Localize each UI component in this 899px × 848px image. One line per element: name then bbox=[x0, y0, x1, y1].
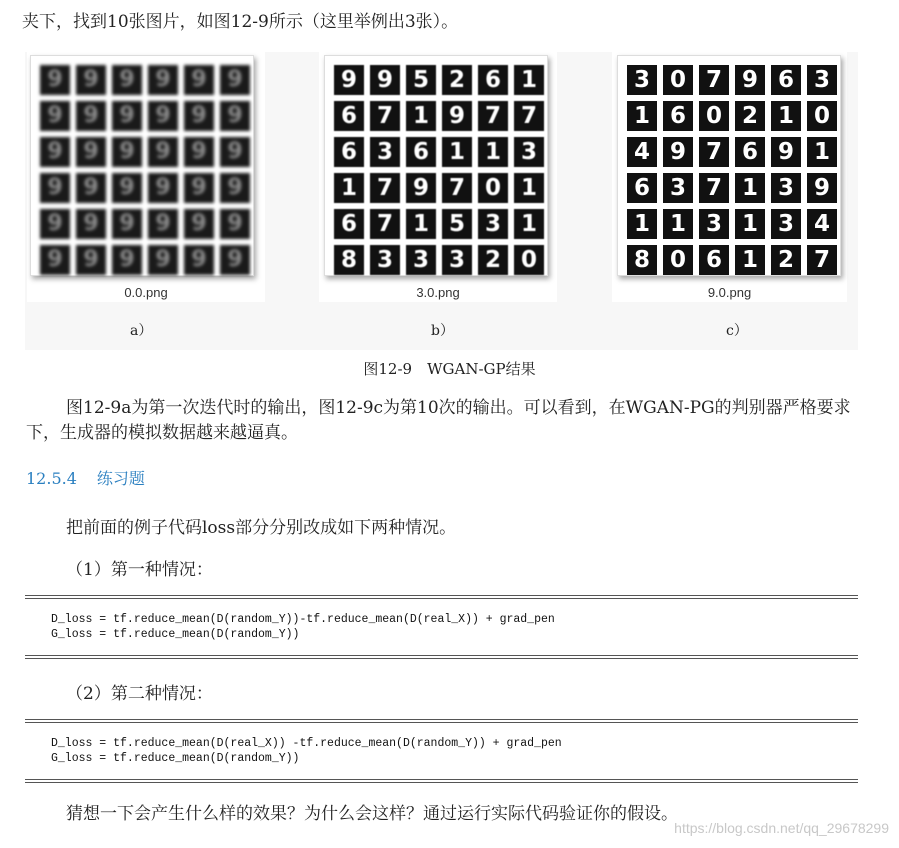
digit-tile: 0 bbox=[807, 101, 837, 131]
digit-tile: 3 bbox=[771, 209, 801, 239]
digit-tile: 0 bbox=[663, 65, 693, 95]
digit-tile: 9 bbox=[112, 137, 142, 167]
figure-caption: 图12-9 WGAN-GP结果 bbox=[363, 360, 536, 378]
figure-panel-c bbox=[612, 52, 847, 302]
digit-tile: 6 bbox=[406, 137, 436, 167]
digit-tile: 1 bbox=[627, 209, 657, 239]
digit-tile: 6 bbox=[478, 65, 508, 95]
figure-panel-a bbox=[27, 52, 265, 302]
digit-tile: 9 bbox=[76, 209, 106, 239]
digit-tile: 9 bbox=[76, 65, 106, 95]
generated-image-grid-a bbox=[30, 55, 254, 276]
digit-tile: 7 bbox=[478, 101, 508, 131]
digit-tile: 7 bbox=[699, 65, 729, 95]
exercise-intro: 把前面的例子代码loss部分分别改成如下两种情况。 bbox=[66, 518, 457, 538]
digit-tile: 2 bbox=[771, 245, 801, 275]
section-heading bbox=[26, 466, 145, 489]
digit-tile: 9 bbox=[184, 137, 214, 167]
digit-tile: 2 bbox=[735, 101, 765, 131]
digit-tile: 9 bbox=[112, 101, 142, 131]
digit-tile: 9 bbox=[112, 245, 142, 275]
digit-tile: 9 bbox=[148, 101, 178, 131]
digit-tile: 3 bbox=[771, 173, 801, 203]
digit-tile: 9 bbox=[334, 65, 364, 95]
digit-tile: 0 bbox=[514, 245, 544, 275]
digit-tile: 1 bbox=[771, 101, 801, 131]
digit-tile: 6 bbox=[334, 137, 364, 167]
watermark: https://blog.csdn.net/qq_29678299 bbox=[674, 820, 889, 836]
section-number: 12.5.4 bbox=[26, 469, 77, 488]
digit-tile: 1 bbox=[478, 137, 508, 167]
digit-tile: 9 bbox=[112, 209, 142, 239]
digit-tile: 9 bbox=[40, 101, 70, 131]
digit-tile: 0 bbox=[699, 101, 729, 131]
code-block-case1 bbox=[25, 595, 858, 659]
digit-tile: 3 bbox=[699, 209, 729, 239]
digit-tile: 9 bbox=[771, 137, 801, 167]
digit-tile: 3 bbox=[442, 245, 472, 275]
digit-tile: 9 bbox=[220, 173, 250, 203]
digit-tile: 9 bbox=[370, 65, 400, 95]
digit-tile: 9 bbox=[220, 101, 250, 131]
intro-text: 夹下，找到10张图片，如图12-9所示（这里举例出3张）。 bbox=[22, 12, 459, 32]
subfigure-label-a: a） bbox=[130, 323, 153, 339]
digit-tile: 9 bbox=[40, 245, 70, 275]
code-text: D_loss = tf.reduce_mean(D(random_Y))-tf.reduce_mean(D(real_X)) + grad_pen G_loss = tf.reduce_mean(D(random_Y)) bbox=[51, 613, 555, 641]
digit-tile: 8 bbox=[627, 245, 657, 275]
digit-tile: 0 bbox=[478, 173, 508, 203]
digit-tile: 9 bbox=[184, 245, 214, 275]
digit-tile: 9 bbox=[220, 245, 250, 275]
digit-tile: 3 bbox=[807, 65, 837, 95]
digit-tile: 9 bbox=[184, 173, 214, 203]
digit-tile: 9 bbox=[148, 209, 178, 239]
digit-tile: 9 bbox=[442, 101, 472, 131]
digit-tile: 9 bbox=[663, 137, 693, 167]
digit-tile: 3 bbox=[627, 65, 657, 95]
digit-tile: 1 bbox=[807, 137, 837, 167]
digit-grid bbox=[627, 65, 837, 275]
digit-tile: 9 bbox=[40, 209, 70, 239]
figure-panel-b bbox=[319, 52, 557, 302]
subfigure-label-c: c） bbox=[726, 323, 748, 339]
digit-tile: 1 bbox=[735, 173, 765, 203]
digit-tile: 7 bbox=[699, 137, 729, 167]
digit-tile: 9 bbox=[112, 65, 142, 95]
case2-label: （2）第二种情况： bbox=[66, 684, 213, 704]
digit-tile: 9 bbox=[406, 173, 436, 203]
digit-tile: 9 bbox=[76, 245, 106, 275]
digit-tile: 7 bbox=[442, 173, 472, 203]
code-block-case2 bbox=[25, 719, 858, 783]
digit-tile: 1 bbox=[442, 137, 472, 167]
digit-tile: 2 bbox=[478, 245, 508, 275]
digit-tile: 7 bbox=[370, 209, 400, 239]
filename-label: 0.0.png bbox=[124, 285, 168, 300]
digit-tile: 1 bbox=[406, 101, 436, 131]
body-paragraph: 图12-9a为第一次迭代时的输出，图12-9c为第10次的输出。可以看到，在WGAN-PG的判别器严格要求下，生成器的模拟数据越来越逼真。 bbox=[26, 398, 851, 443]
digit-tile: 6 bbox=[334, 209, 364, 239]
case1-label: （1）第一种情况： bbox=[66, 560, 213, 580]
digit-tile: 7 bbox=[370, 101, 400, 131]
digit-grid bbox=[334, 65, 544, 275]
digit-tile: 9 bbox=[148, 137, 178, 167]
digit-tile: 9 bbox=[807, 173, 837, 203]
digit-tile: 9 bbox=[112, 173, 142, 203]
digit-tile: 9 bbox=[148, 245, 178, 275]
generated-image-grid-c bbox=[617, 55, 841, 276]
digit-tile: 1 bbox=[627, 101, 657, 131]
digit-tile: 7 bbox=[807, 245, 837, 275]
digit-tile: 9 bbox=[184, 209, 214, 239]
digit-tile: 9 bbox=[40, 173, 70, 203]
digit-grid bbox=[40, 65, 250, 275]
subfigure-label-b: b） bbox=[431, 323, 454, 339]
digit-tile: 7 bbox=[514, 101, 544, 131]
digit-tile: 6 bbox=[334, 101, 364, 131]
digit-tile: 9 bbox=[220, 137, 250, 167]
digit-tile: 6 bbox=[699, 245, 729, 275]
digit-tile: 9 bbox=[40, 137, 70, 167]
digit-tile: 6 bbox=[735, 137, 765, 167]
digit-tile: 5 bbox=[442, 209, 472, 239]
generated-image-grid-b bbox=[324, 55, 548, 276]
digit-tile: 9 bbox=[76, 173, 106, 203]
closing-question: 猜想一下会产生什么样的效果？为什么会这样？通过运行实际代码验证你的假设。 bbox=[66, 804, 678, 824]
digit-tile: 9 bbox=[220, 65, 250, 95]
digit-tile: 3 bbox=[406, 245, 436, 275]
digit-tile: 1 bbox=[735, 245, 765, 275]
section-title: 练习题 bbox=[96, 469, 145, 488]
figure-12-9 bbox=[25, 52, 858, 350]
digit-tile: 3 bbox=[370, 137, 400, 167]
digit-tile: 4 bbox=[627, 137, 657, 167]
digit-tile: 1 bbox=[514, 65, 544, 95]
code-text: D_loss = tf.reduce_mean(D(real_X)) -tf.reduce_mean(D(random_Y)) + grad_pen G_loss = tf.reduce_mean(D(random_Y)) bbox=[51, 737, 562, 765]
digit-tile: 7 bbox=[699, 173, 729, 203]
digit-tile: 0 bbox=[663, 245, 693, 275]
digit-tile: 1 bbox=[514, 173, 544, 203]
digit-tile: 6 bbox=[627, 173, 657, 203]
digit-tile: 9 bbox=[735, 65, 765, 95]
digit-tile: 9 bbox=[184, 101, 214, 131]
digit-tile: 3 bbox=[370, 245, 400, 275]
digit-tile: 4 bbox=[807, 209, 837, 239]
digit-tile: 3 bbox=[478, 209, 508, 239]
digit-tile: 1 bbox=[735, 209, 765, 239]
digit-tile: 8 bbox=[334, 245, 364, 275]
digit-tile: 9 bbox=[40, 65, 70, 95]
digit-tile: 3 bbox=[663, 173, 693, 203]
digit-tile: 9 bbox=[148, 65, 178, 95]
digit-tile: 9 bbox=[148, 173, 178, 203]
digit-tile: 1 bbox=[514, 209, 544, 239]
digit-tile: 7 bbox=[370, 173, 400, 203]
digit-tile: 5 bbox=[406, 65, 436, 95]
digit-tile: 3 bbox=[514, 137, 544, 167]
digit-tile: 2 bbox=[442, 65, 472, 95]
digit-tile: 1 bbox=[663, 209, 693, 239]
digit-tile: 6 bbox=[771, 65, 801, 95]
digit-tile: 9 bbox=[220, 209, 250, 239]
digit-tile: 9 bbox=[184, 65, 214, 95]
digit-tile: 9 bbox=[76, 101, 106, 131]
digit-tile: 9 bbox=[76, 137, 106, 167]
digit-tile: 1 bbox=[406, 209, 436, 239]
filename-label: 3.0.png bbox=[416, 285, 460, 300]
filename-label: 9.0.png bbox=[707, 285, 752, 300]
digit-tile: 1 bbox=[334, 173, 364, 203]
digit-tile: 6 bbox=[663, 101, 693, 131]
